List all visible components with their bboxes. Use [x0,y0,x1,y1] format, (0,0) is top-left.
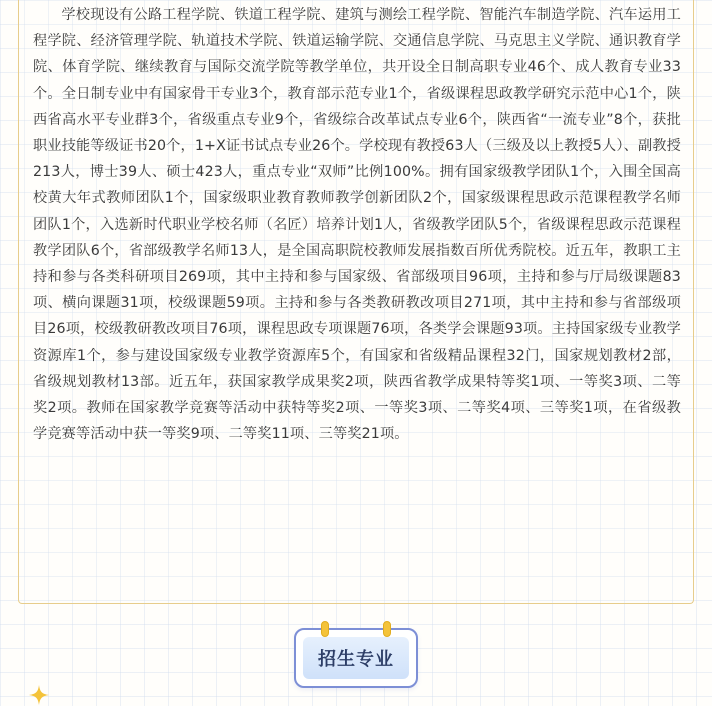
sparkle-star-icon [28,684,50,706]
school-intro-paragraph: 学校现设有公路工程学院、铁道工程学院、建筑与测绘工程学院、智能汽车制造学院、汽车运用工程学院、经济管理学院、轨道技术学院、铁道运输学院、交通信息学院、马克思主义学院、通识教育学院、体育学院、继续教育与国际交流学院等教学单位，共开设全日制高职专业46个、成人教育专业33个。全日制专业中有国家骨干专业3个，教育部示范专业1个，省级课程思政教学研究示范中心1个，陕西省高水平专业群3个，省级重点专业9个，省级综合改革试点专业6个，陕西省“一流专业”8个，获批职业技能等级证书20个，1+X证书试点专业26个。学校现有教授63人（三级及以上教授5人）、副教授213人，博士39人、硕士423人，重点专业“双师”比例100%。拥有国家级教学团队1个，入围全国高校黄大年式教师团队1个，国家级职业教育教师教学创新团队2个，国家级课程思政示范课程教学名师团队1个，入选新时代职业学校名师（名匠）培养计划1人，省级教学团队5个，省级课程思政示范课程教学团队6个，省部级教学名师13人，是全国高职院校教师发展指数百所优秀院校。近五年，教职工主持和参与各类科研项目269项，其中主持和参与国家级、省部级项目96项，主持和参与厅局级课题83项、横向课题31项，校级课题59项。主持和参与各类教研教改项目271项，其中主持和参与省部级项目26项，校级教研教改项目76项，课程思政专项课题76项，各类学会课题93项。主持国家级专业教学资源库1个，参与建设国家级专业教学资源库5个，有国家和省级精品课程32门，国家规划教材2部，省级规划教材13部。近五年，获国家教学成果奖2项，陕西省教学成果特等奖1项、一等奖3项、二等奖2项。教师在国家教学竞赛等活动中获特等奖2项、一等奖3项、二等奖4项、三等奖1项，在省级教学竞赛等活动中获一等奖9项、二等奖11项、三等奖21项。 [33,7,681,443]
binder-clip-icon [321,621,329,637]
section-title: 招生专业 [318,649,394,670]
binder-clip-icon [383,621,391,637]
section-title-badge [294,628,418,688]
section-title-badge-inner [303,637,409,679]
